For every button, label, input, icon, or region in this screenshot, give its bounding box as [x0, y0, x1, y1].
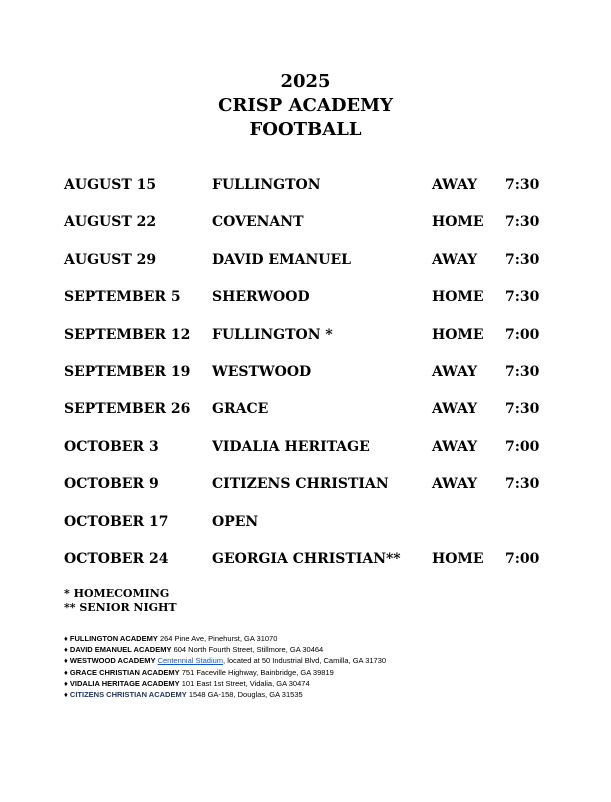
- game-date: SEPTEMBER 5: [64, 289, 181, 306]
- game-opponent: GEORGIA CHRISTIAN**: [212, 550, 401, 567]
- page-title: [0, 70, 611, 142]
- game-date: OCTOBER 9: [64, 476, 159, 493]
- diamond-bullet-icon: ♦: [64, 656, 68, 666]
- game-opponent: CITIZENS CHRISTIAN: [212, 476, 389, 493]
- school-address: 101 East 1st Street, Vidalia, GA 30474: [181, 678, 310, 688]
- game-opponent: FULLINGTON *: [212, 326, 333, 343]
- schedule-row: [64, 512, 564, 549]
- game-opponent: WESTWOOD: [212, 363, 312, 380]
- homecoming-note: * HOMECOMING: [64, 587, 170, 600]
- schedule-table: [64, 175, 564, 586]
- game-location: HOME: [432, 289, 484, 306]
- game-location: AWAY: [432, 401, 478, 418]
- address-westwood: [64, 655, 386, 666]
- title-sport: FOOTBALL: [249, 119, 362, 140]
- game-date: AUGUST 15: [64, 177, 157, 193]
- schedule-row: [64, 250, 564, 287]
- game-opponent: COVENANT: [212, 214, 304, 231]
- schedule-row: [64, 287, 564, 324]
- game-location: AWAY: [432, 251, 478, 268]
- game-opponent: GRACE: [212, 401, 269, 418]
- game-date: AUGUST 22: [64, 214, 157, 231]
- school-name: FULLINGTON ACADEMY: [69, 634, 158, 643]
- game-time: 7:30: [505, 177, 540, 193]
- schedule-row: [64, 212, 564, 249]
- stadium-link[interactable]: Centennial Stadium: [157, 656, 224, 666]
- school-address: 604 North Fourth Street, Stillmore, GA 30464: [173, 645, 324, 655]
- game-opponent: FULLINGTON: [212, 177, 321, 193]
- game-opponent: SHERWOOD: [212, 289, 310, 306]
- school-name: GRACE CHRISTIAN ACADEMY: [69, 667, 180, 677]
- game-date: SEPTEMBER 12: [64, 326, 191, 343]
- game-opponent: VIDALIA HERITAGE: [212, 438, 370, 455]
- title-year: 2025: [280, 71, 331, 92]
- game-time: 7:00: [505, 326, 540, 343]
- game-opponent: OPEN: [212, 513, 259, 530]
- address-vidalia: [64, 678, 386, 689]
- game-location: AWAY: [432, 363, 478, 380]
- schedule-row: [64, 474, 564, 511]
- game-date: OCTOBER 3: [64, 438, 159, 455]
- school-address: 1548 GA-158, Douglas, GA 31535: [188, 690, 303, 700]
- diamond-bullet-icon: ♦: [64, 690, 68, 700]
- game-time: 7:30: [505, 214, 540, 231]
- game-date: SEPTEMBER 19: [64, 363, 191, 380]
- schedule-row: [64, 362, 564, 399]
- game-opponent: DAVID EMANUEL: [212, 251, 351, 268]
- schedule-row: [64, 437, 564, 474]
- school-address: 264 Pine Ave, Pinehurst, GA 31070: [159, 634, 278, 643]
- diamond-bullet-icon: ♦: [64, 634, 68, 643]
- school-name: VIDALIA HERITAGE ACADEMY: [69, 678, 180, 688]
- game-location: HOME: [432, 326, 484, 343]
- game-location: HOME: [432, 214, 484, 231]
- game-time: 7:00: [505, 438, 540, 455]
- game-location: AWAY: [432, 177, 478, 193]
- game-time: 7:30: [505, 289, 540, 306]
- schedule-notes: [64, 587, 177, 615]
- diamond-bullet-icon: ♦: [64, 678, 68, 688]
- diamond-bullet-icon: ♦: [64, 667, 68, 677]
- address-david-emanuel: [64, 644, 386, 655]
- school-name: CITIZENS CHRISTIAN ACADEMY: [69, 690, 187, 700]
- schedule-row: [64, 399, 564, 436]
- game-location: AWAY: [432, 476, 478, 493]
- game-time: 7:30: [505, 476, 540, 493]
- school-name: WESTWOOD ACADEMY: [69, 656, 156, 666]
- game-time: 7:30: [505, 401, 540, 418]
- schedule-row: [64, 175, 564, 212]
- schedule-row: [64, 325, 564, 362]
- game-date: OCTOBER 24: [64, 550, 169, 567]
- address-list: [64, 633, 386, 700]
- schedule-row: [64, 549, 564, 586]
- game-date: SEPTEMBER 26: [64, 401, 191, 418]
- school-name: DAVID EMANUEL ACADEMY: [69, 645, 172, 655]
- address-citizens: [64, 689, 386, 700]
- school-address: , located at 50 Industrial Blvd, Camilla, GA 31730: [223, 656, 387, 666]
- address-fullington: [64, 633, 386, 644]
- address-grace: [64, 667, 386, 678]
- game-location: AWAY: [432, 438, 478, 455]
- diamond-bullet-icon: ♦: [64, 645, 68, 655]
- senior-night-note: ** SENIOR NIGHT: [64, 601, 177, 614]
- game-location: HOME: [432, 550, 484, 567]
- game-date: AUGUST 29: [64, 251, 157, 268]
- game-time: 7:30: [505, 251, 540, 268]
- title-school: CRISP ACADEMY: [218, 95, 393, 116]
- game-time: 7:30: [505, 363, 540, 380]
- game-date: OCTOBER 17: [64, 513, 169, 530]
- school-address: 751 Faceville Highway, Bainbridge, GA 39819: [181, 667, 334, 677]
- game-time: 7:00: [505, 550, 540, 567]
